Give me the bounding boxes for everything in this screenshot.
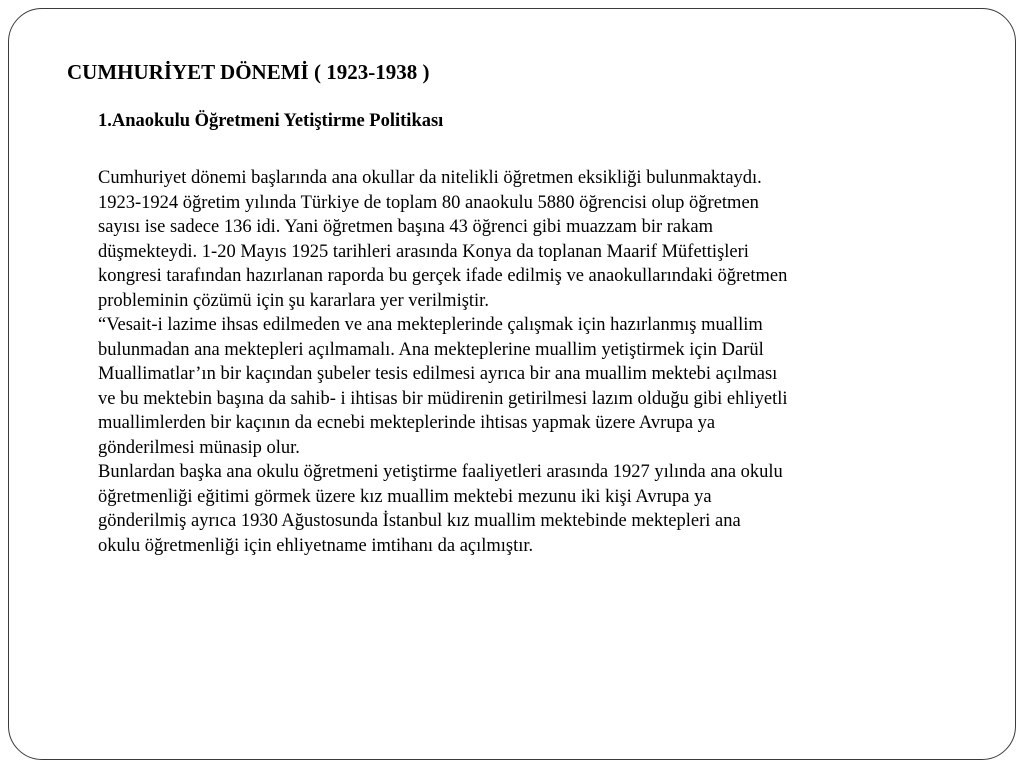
body-line: “Vesait-i lazime ihsas edilmeden ve ana mekteplerinde çalışmak için hazırlanmış muallim	[98, 315, 763, 335]
body-line: gönderilmiş ayrıca 1930 Ağustosunda İstanbul kız muallim mektebinde mektepleri ana	[98, 511, 741, 531]
body-text	[98, 166, 978, 558]
body-line: Bunlardan başka ana okulu öğretmeni yetiştirme faaliyetleri arasında 1927 yılında ana okulu	[98, 462, 783, 482]
body-line: bulunmadan ana mektepleri açılmamalı. Ana mekteplerine muallim yetiştirmek için Darül	[98, 339, 764, 360]
section-heading: 1.Anaokulu Öğretmeni Yetiştirme Politikası	[98, 111, 444, 131]
slide-title: CUMHURİYET DÖNEMİ ( 1923-1938 )	[67, 60, 430, 84]
body-line: probleminin çözümü için şu kararlara yer verilmiştir.	[98, 290, 489, 311]
body-line: sayısı ise sadece 136 idi. Yani öğretmen başına 43 öğrenci gibi muazzam bir rakam	[98, 217, 713, 237]
body-line: Muallimatlar’ın bir kaçından şubeler tesis edilmesi ayrıca bir ana muallim mektebi açılması	[98, 364, 778, 384]
body-line: öğretmenliği eğitimi görmek üzere kız muallim mektebi mezunu iki kişi Avrupa ya	[98, 486, 712, 507]
body-line: gönderilmesi münasip olur.	[98, 437, 300, 458]
body-line: Cumhuriyet dönemi başlarında ana okullar da nitelikli öğretmen eksikliği bulunmaktaydı.	[98, 168, 762, 188]
body-line: kongresi tarafından hazırlanan raporda bu gerçek ifade edilmiş ve anaokullarındaki öğretmen	[98, 266, 788, 286]
body-line: ve bu mektebin başına da sahib- i ihtisas bir müdirenin getirilmesi lazım olduğu gibi ehliyetli	[98, 388, 788, 409]
body-line: muallimlerden bir kaçının da ecnebi mekteplerinde ihtisas yapmak üzere Avrupa ya	[98, 413, 716, 433]
body-line: 1923-1924 öğretim yılında Türkiye de toplam 80 anaokulu 5880 öğrencisi olup öğretmen	[98, 192, 759, 213]
body-line: düşmekteydi. 1-20 Mayıs 1925 tarihleri arasında Konya da toplanan Maarif Müfettişleri	[98, 241, 749, 262]
body-line: okulu öğretmenliği için ehliyetname imtihanı da açılmıştır.	[98, 535, 534, 556]
